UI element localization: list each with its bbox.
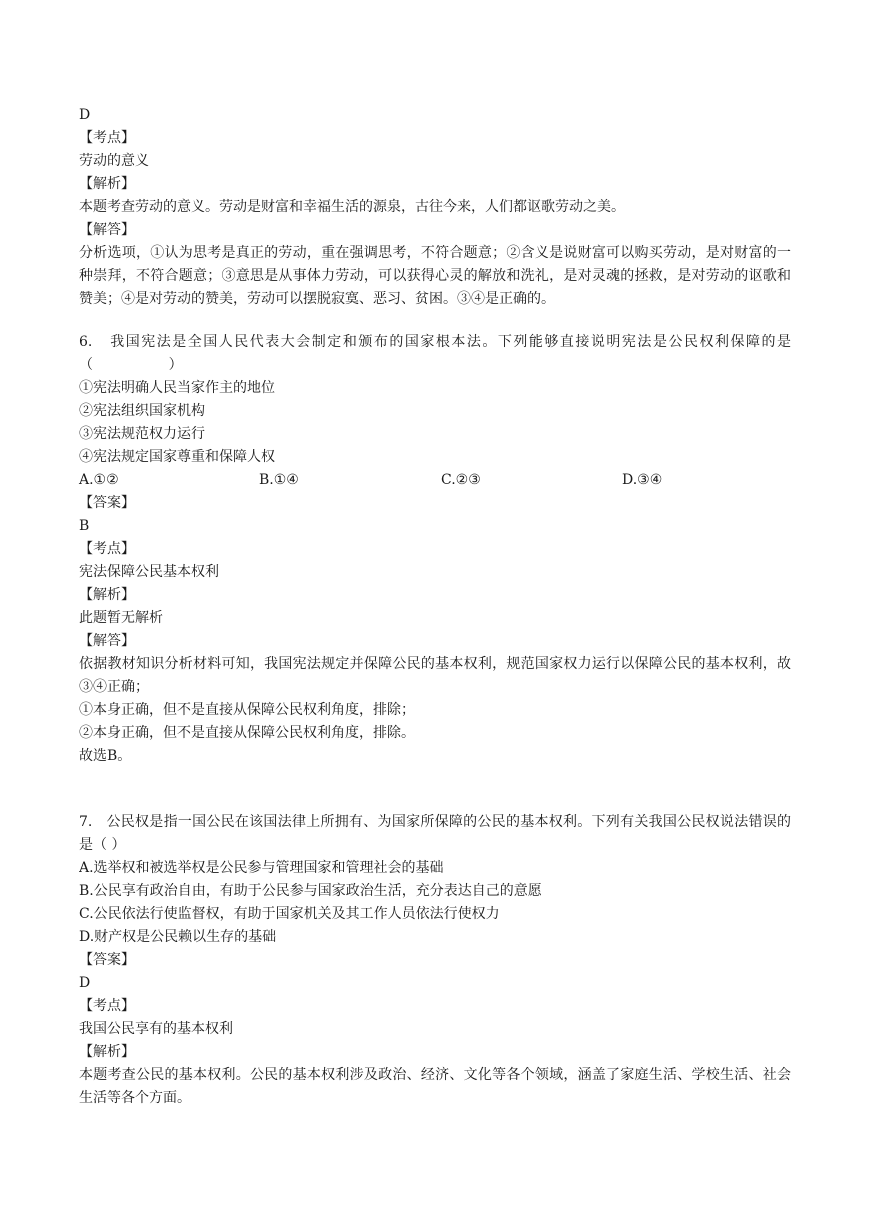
q6-item-4: ④宪法规定国家尊重和保障人权 [79, 449, 275, 465]
q6-jieda-2: ①本身正确，但不是直接从保障公民权利角度，排除； [79, 702, 415, 718]
q6-jiexi: 此题暂无解析 [79, 610, 163, 626]
q7-kaodian: 我国公民享有的基本权利 [79, 1021, 233, 1037]
q5-jieda: 分析选项，①认为思考是真正的劳动，重在强调思考，不符合题意；②含义是说财富可以购买劳动，是对财富的一种崇拜，不符合题意；③意思是从事体力劳动，可以获得心灵的解放和洗礼，是对灵魂的拯救，是对劳动的讴歌和赞美；④是对劳动的赞美，劳动可以摆脱寂寞、恶习、贫困。③④是正确的。 [79, 245, 791, 307]
q6-option-d: D.③④ [622, 472, 663, 488]
q6-option-a: A.①② [79, 472, 119, 488]
q7-jiexi-label: 【解析】 [79, 1044, 135, 1060]
q7-option-a: A.选举权和被选举权是公民参与管理国家和管理社会的基础 [79, 860, 444, 876]
q6-jieda-4: 故选B。 [79, 748, 132, 764]
q7-option-b: B.公民享有政治自由，有助于公民参与国家政治生活，充分表达自己的意愿 [79, 883, 542, 899]
q6-options [79, 469, 791, 492]
q7-answer: D [79, 975, 91, 991]
q5-jiexi: 本题考查劳动的意义。劳动是财富和幸福生活的源泉，古往今来，人们都讴歌劳动之美。 [79, 199, 625, 215]
q6-kaodian-label: 【考点】 [79, 541, 135, 557]
q6-answer: B [79, 518, 90, 534]
q6-stem: 6. 我国宪法是全国人民代表大会制定和颁布的国家根本法。下列能够直接说明宪法是公民权利保障的是（ ） [79, 334, 791, 373]
q6-option-b: B.①④ [259, 472, 299, 488]
q6-option-c: C.②③ [441, 472, 481, 488]
q6-jieda-label: 【解答】 [79, 633, 135, 649]
q5-kaodian-label: 【考点】 [79, 130, 135, 146]
q5-answer: D [79, 107, 91, 123]
q6-item-2: ②宪法组织国家机构 [79, 403, 205, 419]
q7-option-d: D.财产权是公民赖以生存的基础 [79, 929, 277, 945]
q7-stem: 7. 公民权是指一国公民在该国法律上所拥有、为国家所保障的公民的基本权利。下列有关我国公民权说法错误的是（ ） [79, 814, 791, 853]
q6-jieda-3: ②本身正确，但不是直接从保障公民权利角度，排除。 [79, 725, 415, 741]
q6-item-3: ③宪法规范权力运行 [79, 426, 205, 442]
q6-jiexi-label: 【解析】 [79, 587, 135, 603]
q7-kaodian-label: 【考点】 [79, 998, 135, 1014]
q5-kaodian: 劳动的意义 [79, 153, 149, 169]
q7-option-c: C.公民依法行使监督权，有助于国家机关及其工作人员依法行使权力 [79, 906, 500, 922]
q6-answer-label: 【答案】 [79, 495, 135, 511]
q6-jieda-1: 依据教材知识分析材料可知，我国宪法规定并保障公民的基本权利，规范国家权力运行以保障公民的基本权利，故③④正确； [79, 656, 791, 695]
q7-jiexi: 本题考查公民的基本权利。公民的基本权利涉及政治、经济、文化等各个领域，涵盖了家庭生活、学校生活、社会生活等各个方面。 [79, 1067, 791, 1106]
q7-answer-label: 【答案】 [79, 952, 135, 968]
q6-kaodian: 宪法保障公民基本权利 [79, 564, 219, 580]
q5-jiexi-label: 【解析】 [79, 176, 135, 192]
q6-item-1: ①宪法明确人民当家作主的地位 [79, 380, 275, 396]
q5-jieda-label: 【解答】 [79, 222, 135, 238]
